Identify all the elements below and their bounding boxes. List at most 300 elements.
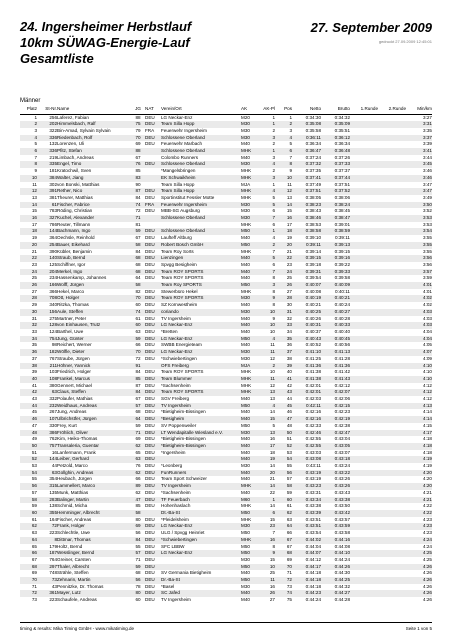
cell-pace: 4:05: [423, 342, 432, 348]
cell-age-class: M40: [241, 141, 250, 147]
cell-age-class-place: 20: [260, 470, 275, 477]
cell-gross-time: 0:40:27: [321, 309, 350, 316]
cell-bib: 361: [37, 590, 57, 597]
cell-name: Rether, Nico: [57, 188, 131, 195]
cell-pace: 4:19: [406, 456, 432, 463]
cell-name: Reuter, Tillmann: [57, 221, 91, 227]
cell-age-class-place: 4: [260, 403, 275, 410]
table-row: [20, 356, 432, 363]
cell-club: TV Ingersheim: [161, 403, 241, 410]
cell-lap1: [350, 423, 378, 430]
cell-age-class-place: 18: [269, 449, 275, 455]
cell-nation: [145, 148, 161, 155]
cell-place: 11: [32, 181, 37, 187]
cell-place: 9: [34, 168, 37, 174]
cell-year: 89: [131, 483, 145, 490]
cell-nation: DEU: [145, 403, 161, 410]
cell-lap1: [350, 168, 378, 175]
table-row: [20, 255, 432, 262]
cell-nation: DEU: [145, 342, 155, 348]
cell-age-class: MHK: [241, 382, 252, 388]
cell-age-class: M40: [241, 154, 250, 160]
cell-name: Greiner, Carsten: [57, 556, 91, 562]
cell-lap2: [378, 523, 406, 530]
table-row: [20, 141, 432, 148]
cell-name: Lanfermann, Frank: [57, 449, 96, 455]
cell-pace: 4:26: [406, 590, 432, 597]
cell-position: 22: [275, 255, 292, 262]
cell-pace: 4:18: [423, 436, 432, 442]
cell-lap2: [378, 336, 406, 343]
cell-lap1: [350, 430, 378, 437]
cell-nation: [145, 222, 161, 229]
cell-bib: 786: [49, 221, 57, 227]
cell-gross-time: 0:42:19: [321, 416, 350, 423]
cell-position: 20: [275, 242, 292, 249]
cell-gross-time: 0:43:05: [321, 443, 350, 450]
cell-age-class-place: 26: [260, 590, 275, 597]
cell-position: 74: [275, 590, 292, 597]
cell-lap2: [378, 537, 406, 544]
cell-lap1: [350, 316, 378, 323]
cell-lap1: [350, 161, 378, 168]
cell-bib: 179: [49, 543, 57, 549]
cell-position: 39: [275, 363, 292, 370]
table-row: [20, 135, 432, 142]
cell-lap2: [378, 155, 406, 162]
cell-pace: 3:56: [406, 255, 432, 262]
cell-nation: DEU: [145, 570, 155, 576]
cell-net-time: 0:38:05: [305, 194, 321, 200]
cell-club: *Sachsenheim: [161, 382, 191, 388]
cell-net-time: 0:37:32: [292, 161, 321, 168]
cell-year: 72: [135, 208, 141, 214]
cell-place: 60: [20, 510, 37, 517]
page-title: 24. Ingersheimer Herbstlauf: [20, 19, 192, 34]
cell-club: [161, 456, 241, 463]
cell-position: 46: [286, 409, 292, 415]
cell-lap2: [378, 490, 406, 497]
cell-lap1: [350, 557, 378, 564]
cell-gross-time: 0:41:28: [334, 355, 350, 361]
cell-net-time: 0:44:24: [305, 597, 321, 603]
cell-name: Limbach, Andreas: [57, 154, 94, 160]
cell-name: Frey, Kurt: [57, 422, 77, 428]
cell-place: 32: [20, 322, 37, 329]
cell-net-time: 0:43:51: [292, 523, 321, 530]
cell-nation: DEU: [145, 409, 155, 415]
cell-club: Schlossene Oberland: [161, 228, 241, 235]
cell-lap1: [350, 383, 378, 390]
cell-position: 27: [286, 288, 292, 294]
cell-pace: 3:52: [423, 208, 432, 214]
cell-position: 19: [286, 235, 292, 241]
cell-age-class-place: 10: [269, 329, 275, 334]
cell-lap1: [350, 275, 378, 282]
cell-lap2: [378, 215, 406, 222]
cell-place: 52: [20, 456, 37, 463]
cell-name: Röding, Christian: [57, 208, 93, 214]
table-row: [20, 503, 432, 510]
cell-pace: 3:53: [423, 221, 432, 227]
cell-lap1: [350, 114, 378, 121]
cell-place: 47: [31, 422, 37, 428]
cell-lap1: [350, 242, 378, 249]
cell-gross-time: 0:39:22: [334, 261, 350, 267]
cell-age-class-place: 1: [260, 148, 275, 155]
cell-name: Straube, Jürgen: [57, 355, 90, 361]
cell-lap2: [378, 202, 406, 209]
cell-age-class-place: 17: [260, 443, 275, 450]
cell-position: 56: [275, 470, 292, 477]
cell-age-class: M30: [241, 127, 250, 133]
cell-lap1: [350, 228, 378, 235]
cell-name: Zehnarin, Martin: [57, 577, 131, 584]
cell-name: Leiber, Gerhard: [57, 456, 131, 463]
cell-lap2: [378, 356, 406, 363]
cell-age-class-place: 2: [272, 127, 275, 133]
cell-lap1: [350, 202, 378, 209]
cell-pace: 3:54: [406, 228, 432, 235]
cell-place: 21: [31, 248, 37, 254]
table-row: [20, 249, 432, 256]
cell-club: Team Silla Hopp: [161, 188, 241, 195]
cell-nation: [145, 182, 161, 189]
cell-pace: 4:03: [423, 315, 432, 321]
cell-age-class-place: 4: [272, 235, 275, 241]
cell-position: 25: [286, 275, 292, 281]
cell-club: Dr.-Ba-St: [161, 577, 241, 584]
cell-pace: 4:12: [423, 382, 432, 388]
cell-lap2: [378, 349, 406, 356]
column-header-year: JG: [131, 106, 145, 114]
cell-position: 59: [286, 489, 292, 495]
cell-bib: 63: [37, 470, 57, 477]
cell-age-class-place: 27: [269, 597, 275, 603]
cell-net-time: 0:38:43: [305, 208, 321, 214]
cell-age-class-place: 4: [260, 161, 275, 168]
cell-age-class: M30: [241, 349, 260, 356]
cell-age-class: M50: [241, 510, 260, 517]
cell-nation: DEU: [145, 449, 155, 455]
cell-age-class: MHK: [241, 175, 260, 182]
cell-place: 17: [31, 221, 37, 227]
cell-pace: 4:14: [423, 409, 432, 415]
cell-pace: 3:59: [423, 275, 432, 281]
cell-position: 4: [275, 135, 292, 142]
section-label: Männer: [20, 98, 41, 104]
cell-net-time: 0:41:38: [292, 376, 321, 383]
cell-pace: 3:55: [423, 235, 432, 241]
cell-position: 6: [275, 148, 292, 155]
cell-lap1: [350, 269, 378, 276]
cell-position: 30: [286, 302, 292, 308]
cell-club: Team Roy Sorts: [161, 248, 194, 254]
cell-age-class-place: 8: [272, 302, 275, 308]
cell-age-class: M40: [241, 476, 250, 482]
cell-year: 69: [135, 436, 141, 442]
cell-club: TF Feuerbach: [161, 497, 241, 504]
cell-gross-time: 0:44:16: [321, 537, 350, 544]
cell-lap2: [378, 242, 406, 249]
cell-gross-time: 0:40:28: [334, 315, 350, 321]
cell-place: 43: [31, 396, 37, 402]
cell-age-class: MJA: [241, 363, 260, 370]
cell-lap2: [378, 443, 406, 450]
cell-name: Schmid, Micha: [57, 503, 88, 509]
cell-nation: DEU: [145, 235, 155, 241]
cell-lap1: [350, 182, 378, 189]
cell-name: Ott, Holger: [57, 295, 131, 302]
cell-club: [161, 222, 241, 229]
cell-position: 54: [275, 456, 292, 463]
cell-club: Team Silla Hopp: [161, 121, 241, 128]
cell-net-time: 0:42:03: [305, 396, 321, 402]
cell-lap2: [378, 409, 406, 416]
cell-age-class: M40: [241, 456, 260, 463]
cell-net-time: 0:37:35: [305, 168, 321, 174]
column-header-net-time: Netto: [292, 106, 321, 114]
cell-name: Hemminger, Albrecht: [57, 510, 131, 517]
cell-name: Reichert, Werner: [57, 342, 92, 348]
cell-bib: 391: [37, 188, 57, 195]
cell-club: Feuerwehr Ingersheim: [161, 127, 207, 133]
cell-pace: 4:10: [423, 369, 432, 375]
cell-position: 9: [289, 168, 292, 174]
cell-pace: 4:19: [423, 463, 432, 469]
cell-age-class: M40: [241, 342, 250, 348]
cell-club: FunRunners: [161, 470, 241, 477]
cell-age-class: M30: [241, 295, 260, 302]
cell-age-class: M20: [241, 114, 250, 120]
cell-gross-time: 0:39:33: [321, 269, 350, 276]
cell-club: Lienzingen: [161, 255, 241, 262]
cell-name: Ulbrichstfer, Jürgen: [57, 416, 131, 423]
cell-bib: 44: [51, 463, 57, 469]
event-date: 27. September 2009: [310, 20, 432, 35]
cell-age-class: M30: [241, 430, 260, 437]
cell-lap1: [350, 356, 378, 363]
table-row: [20, 369, 432, 376]
cell-gross-time: 0:44:08: [334, 543, 350, 549]
cell-club: SV Germania Bietigheim: [161, 570, 212, 576]
cell-club: Team Silla Hopp: [161, 181, 195, 187]
cell-nation: DEU: [145, 537, 161, 544]
cell-year: 61: [135, 315, 141, 321]
cell-club: *Schwiebertingen: [161, 355, 197, 361]
cell-pace: 3:55: [423, 248, 432, 254]
cell-year: 72: [135, 355, 141, 361]
cell-position: 55: [286, 463, 292, 469]
cell-club: TV Ingersheim: [161, 315, 191, 321]
table-row: [20, 490, 432, 497]
cell-place: 25: [31, 275, 37, 281]
cell-position: 41: [275, 376, 292, 383]
cell-lap2: [378, 114, 406, 121]
cell-net-time: 0:41:10: [292, 349, 321, 356]
cell-lap2: [378, 188, 406, 195]
cell-net-time: 0:41:25: [305, 355, 321, 361]
cell-lap2: [378, 423, 406, 430]
cell-pace: 3:50: [406, 202, 432, 209]
cell-age-class-place: 8: [272, 275, 275, 281]
printed-timestamp: gedruckt 27.09.2009 12:45:01: [378, 39, 432, 44]
cell-net-time: 0:41:38: [305, 369, 321, 375]
cell-position: 33: [275, 322, 292, 329]
cell-nation: DEU: [145, 497, 161, 504]
cell-age-class-place: 1: [260, 228, 275, 235]
cell-name: Frank, Holger: [57, 523, 131, 530]
table-row: [20, 409, 432, 416]
cell-club: LG Neckar-Enz: [161, 523, 241, 530]
cell-year: 58: [131, 282, 145, 289]
cell-place: 8: [20, 161, 37, 168]
cell-lap2: [378, 483, 406, 490]
cell-position: 42: [286, 382, 292, 388]
cell-age-class-place: 3: [272, 154, 275, 160]
cell-age-class: M40: [241, 449, 250, 455]
cell-year: 71: [131, 430, 145, 437]
cell-club: Schlossene Oberland: [161, 215, 241, 222]
cell-bib: 73: [37, 577, 57, 584]
cell-name: Schlechtle, Uwe: [57, 530, 90, 536]
cell-name: Bachmann, Ingo: [57, 228, 131, 235]
cell-lap1: [350, 577, 378, 584]
cell-pace: 4:10: [406, 363, 432, 370]
cell-year: 79: [135, 127, 141, 133]
cell-name: Munk, Matthias: [57, 489, 89, 495]
cell-nation: DEU: [145, 194, 155, 200]
cell-nation: [145, 175, 161, 182]
cell-place: 39: [31, 369, 37, 375]
cell-age-class: M40: [241, 275, 250, 281]
cell-nation: DEU: [145, 114, 155, 120]
cell-name: Thaler, Albrecht: [57, 564, 131, 571]
cell-lap2: [378, 436, 406, 443]
cell-nation: DEU: [145, 275, 155, 281]
cell-name: Pfitz, Stefan: [57, 148, 131, 155]
cell-age-class-place: 14: [269, 409, 275, 415]
cell-position: 17: [286, 221, 292, 227]
cell-club: LG Neckar-Enz: [161, 114, 193, 120]
cell-year: 62: [135, 489, 141, 495]
cell-club: *Bietigheim-Bissingen: [161, 436, 206, 442]
cell-nation: DEU: [145, 396, 155, 402]
cell-gross-time: 0:44:26: [321, 564, 350, 571]
cell-club: Colombo Runners: [161, 154, 199, 160]
cell-gross-time: 0:40:40: [334, 329, 350, 334]
cell-net-time: 0:43:11: [306, 463, 321, 469]
cell-lap1: [350, 497, 378, 504]
cell-place: 24: [20, 269, 37, 276]
cell-nation: DEU: [145, 242, 161, 249]
cell-position: 28: [275, 295, 292, 302]
cell-gross-time: 0:39:58: [334, 275, 350, 281]
cell-club: *Besigheim: [161, 416, 241, 423]
cell-bib: 322: [49, 127, 57, 133]
cell-lap2: [378, 584, 406, 591]
cell-name: Bauer, Eikehard: [57, 242, 131, 249]
cell-age-class: M40: [241, 269, 260, 276]
cell-year: 67: [135, 396, 141, 402]
cell-year: 70: [131, 135, 145, 142]
cell-nation: DEU: [145, 369, 155, 375]
cell-age-class-place: 15: [269, 556, 275, 562]
cell-bib: 204: [37, 269, 57, 276]
cell-place: 14: [20, 202, 37, 209]
cell-year: 63: [131, 456, 145, 463]
cell-pace: 3:55: [406, 242, 432, 249]
cell-nation: DEU: [145, 470, 161, 477]
cell-net-time: 0:44:07: [292, 550, 321, 557]
cell-year: 87: [131, 188, 145, 195]
cell-net-time: 0:43:08: [292, 456, 321, 463]
table-row: [20, 423, 432, 430]
cell-net-time: 0:42:55: [292, 443, 321, 450]
table-row: [20, 523, 432, 530]
cell-age-class-place: 5: [260, 202, 275, 209]
column-header-age-class: AK: [241, 106, 260, 114]
cell-age-class-place: 4: [260, 336, 275, 343]
cell-age-class-place: 15: [260, 416, 275, 423]
cell-gross-time: 0:40:33: [321, 322, 350, 329]
cell-club: Schlossene Oberland: [161, 135, 241, 142]
cell-place: 19: [31, 235, 37, 241]
cell-name: Mayer, Lutz: [57, 590, 131, 597]
table-row: [20, 342, 432, 349]
cell-lap2: [378, 228, 406, 235]
cell-bib: 748: [49, 570, 57, 576]
cell-lap1: [350, 369, 378, 376]
cell-gross-time: 0:40:45: [321, 336, 350, 343]
cell-age-class-place: 6: [272, 261, 275, 267]
cell-gross-time: 0:37:33: [321, 161, 350, 168]
cell-pace: 4:24: [406, 537, 432, 544]
cell-gross-time: 0:38:59: [321, 228, 350, 235]
cell-net-time: 0:39:18: [305, 261, 321, 267]
cell-bib: 181: [49, 168, 57, 174]
cell-club: Spvgg Besigheim: [161, 261, 197, 267]
cell-lap2: [378, 389, 406, 396]
cell-year: 68: [135, 409, 141, 415]
cell-net-time: 0:43:38: [305, 503, 321, 509]
cell-place: 54: [20, 470, 37, 477]
cell-year: 87: [135, 382, 141, 388]
cell-lap1: [350, 490, 378, 497]
table-row: [20, 443, 432, 450]
cell-pace: 4:22: [423, 503, 432, 509]
cell-club: *Ingersheim: [161, 449, 186, 455]
cell-bib: 63: [37, 389, 57, 396]
cell-net-time: 0:38:58: [292, 228, 321, 235]
cell-lap1: [350, 416, 378, 423]
cell-age-class-place: 6: [272, 221, 275, 227]
cell-lap2: [378, 416, 406, 423]
cell-lap2: [378, 544, 406, 551]
cell-pace: 4:13: [406, 403, 432, 410]
cell-year: 75: [131, 121, 145, 128]
cell-position: 58: [275, 483, 292, 490]
cell-lap2: [378, 570, 406, 577]
cell-year: 62: [131, 443, 145, 450]
table-row: [20, 389, 432, 396]
cell-club: SC Jafed: [161, 590, 241, 597]
cell-name: Merkel, Ingo: [57, 269, 131, 276]
table-row: [20, 322, 432, 329]
cell-nation: DEU: [145, 309, 161, 316]
cell-year: 80: [135, 516, 141, 522]
cell-nation: DEU: [145, 516, 155, 522]
